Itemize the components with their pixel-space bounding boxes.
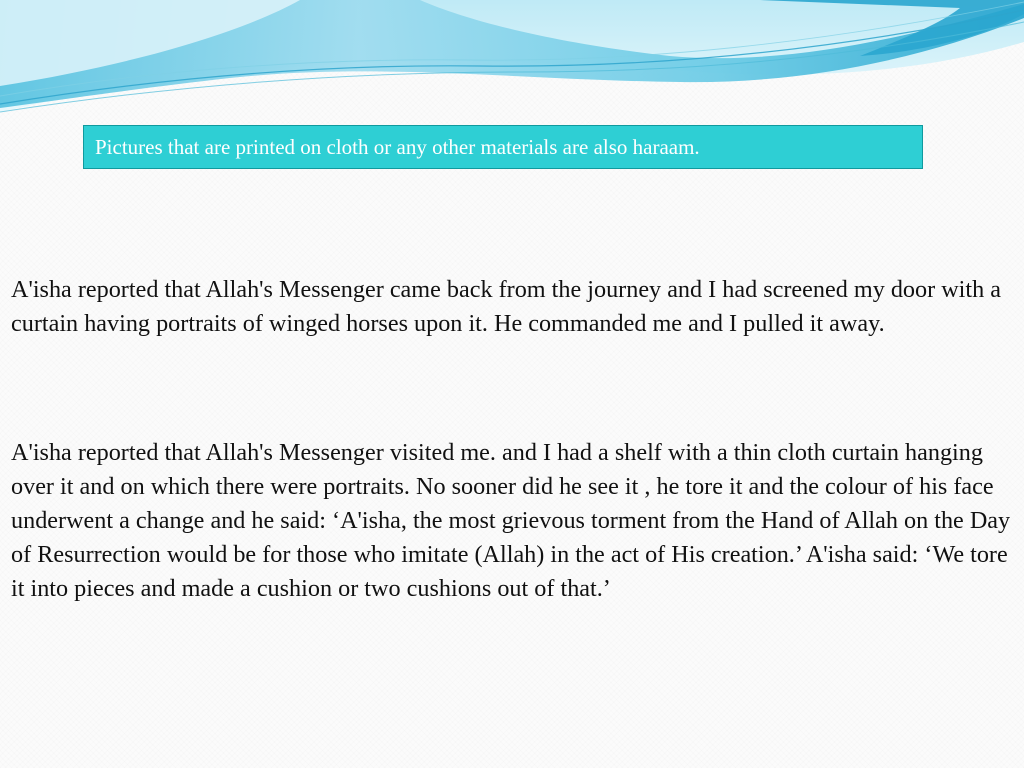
paragraph-1: A'isha reported that Allah's Messenger came back from the journey and I had screened my door with a curtain having portraits of winged horses upon it. He commanded me and I pulled it away.	[11, 276, 1001, 337]
title-box	[83, 125, 923, 169]
slide-title: Pictures that are printed on cloth or any other materials are also haraam.	[95, 134, 700, 159]
paragraph-2: A'isha reported that Allah's Messenger visited me. and I had a shelf with a thin cloth curtain hanging over it and on which there were portraits. No sooner did he see it , he tore it and the colour of his face underwent a change and he said: ‘A'isha, the most grievous torment from the Hand of Allah on the Day of Resurrection would be for those who imitate (Allah) in the act of His creation.’ A'isha said: ‘We tore it into pieces and made a cushion or two cushions out of that.’	[11, 439, 1011, 602]
wave-decoration-icon	[0, 0, 1024, 120]
